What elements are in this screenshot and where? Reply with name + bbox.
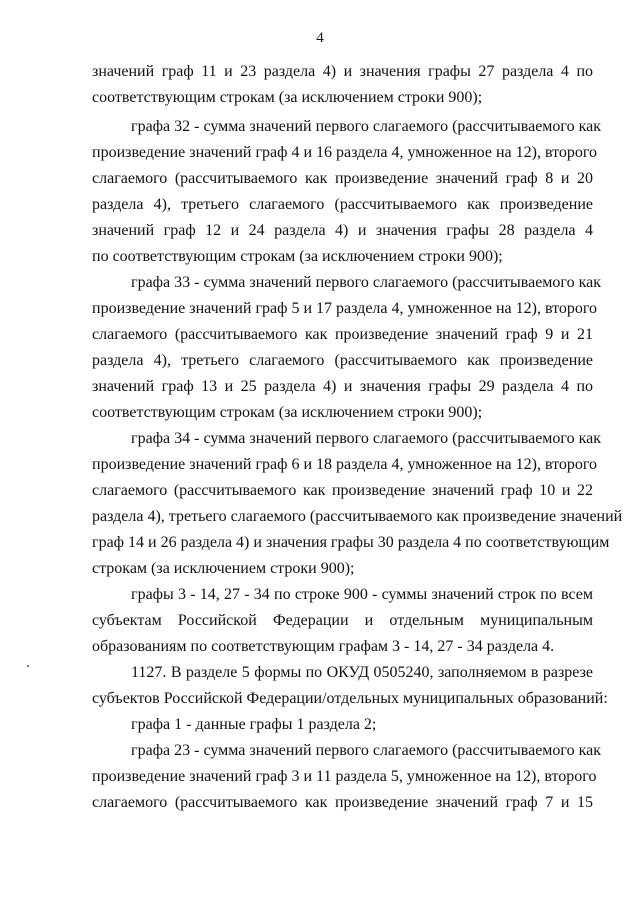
text-line: слагаемого (рассчитываемого как произведение значений граф 9 и 21 [92,326,593,343]
text-line: слагаемого (рассчитываемого как произведение значений граф 7 и 15 [92,794,593,811]
text-line: значений граф 13 и 25 раздела 4) и значения графы 29 раздела 4 по [92,378,593,395]
text-line: граф 14 и 26 раздела 4) и значения графы 30 раздела 4 по соответствующим [92,534,610,551]
text-line: строкам (за исключением строки 900); [92,560,355,577]
text-line: графы 3 - 14, 27 - 34 по строке 900 - суммы значений строк по всем [131,586,593,603]
margin-speck [27,665,29,667]
text-line: произведение значений граф 5 и 17 раздела 4, умноженное на 12), второго [92,300,598,317]
text-line: раздела 4), третьего слагаемого (рассчитываемого как произведение [92,196,593,213]
page-number: 4 [316,30,324,46]
text-line: значений граф 11 и 23 раздела 4) и значения графы 27 раздела 4 по [92,63,593,80]
text-line: произведение значений граф 3 и 11 раздела 5, умноженное на 12), второго [92,768,597,785]
text-line: по соответствующим строкам (за исключением строки 900); [92,248,503,265]
text-line: раздела 4), третьего слагаемого (рассчитываемого как произведение значений [92,508,623,525]
text-line: произведение значений граф 6 и 18 раздела 4, умноженное на 12), второго [92,456,598,473]
text-line: графа 33 - сумма значений первого слагаемого (рассчитываемого как [131,274,601,291]
text-line: слагаемого (рассчитываемого как произведение значений граф 8 и 20 [92,170,593,187]
text-line: графа 23 - сумма значений первого слагаемого (рассчитываемого как [131,742,601,759]
text-line: 1127. В разделе 5 формы по ОКУД 0505240, заполняемом в разрезе [131,664,593,681]
text-line: значений граф 12 и 24 раздела 4) и значения графы 28 раздела 4 [92,222,593,239]
text-line: субъектов Российской Федерации/отдельных муниципальных образований: [92,690,608,707]
text-line: графа 34 - сумма значений первого слагаемого (рассчитываемого как [131,430,601,447]
text-line: образованиям по соответствующим графам 3 - 14, 27 - 34 раздела 4. [92,638,555,655]
text-line: слагаемого (рассчитываемого как произведение значений граф 10 и 22 [92,482,593,499]
text-line: раздела 4), третьего слагаемого (рассчитываемого как произведение [92,352,593,369]
text-line: соответствующим строкам (за исключением строки 900); [92,89,483,106]
text-line: соответствующим строкам (за исключением строки 900); [92,404,483,421]
text-line: произведение значений граф 4 и 16 раздела 4, умноженное на 12), второго [92,144,598,161]
text-line: субъектам Российской Федерации и отдельным муниципальным [92,612,593,629]
text-line: графа 32 - сумма значений первого слагаемого (рассчитываемого как [131,118,601,135]
text-line: графа 1 - данные графы 1 раздела 2; [131,716,377,733]
